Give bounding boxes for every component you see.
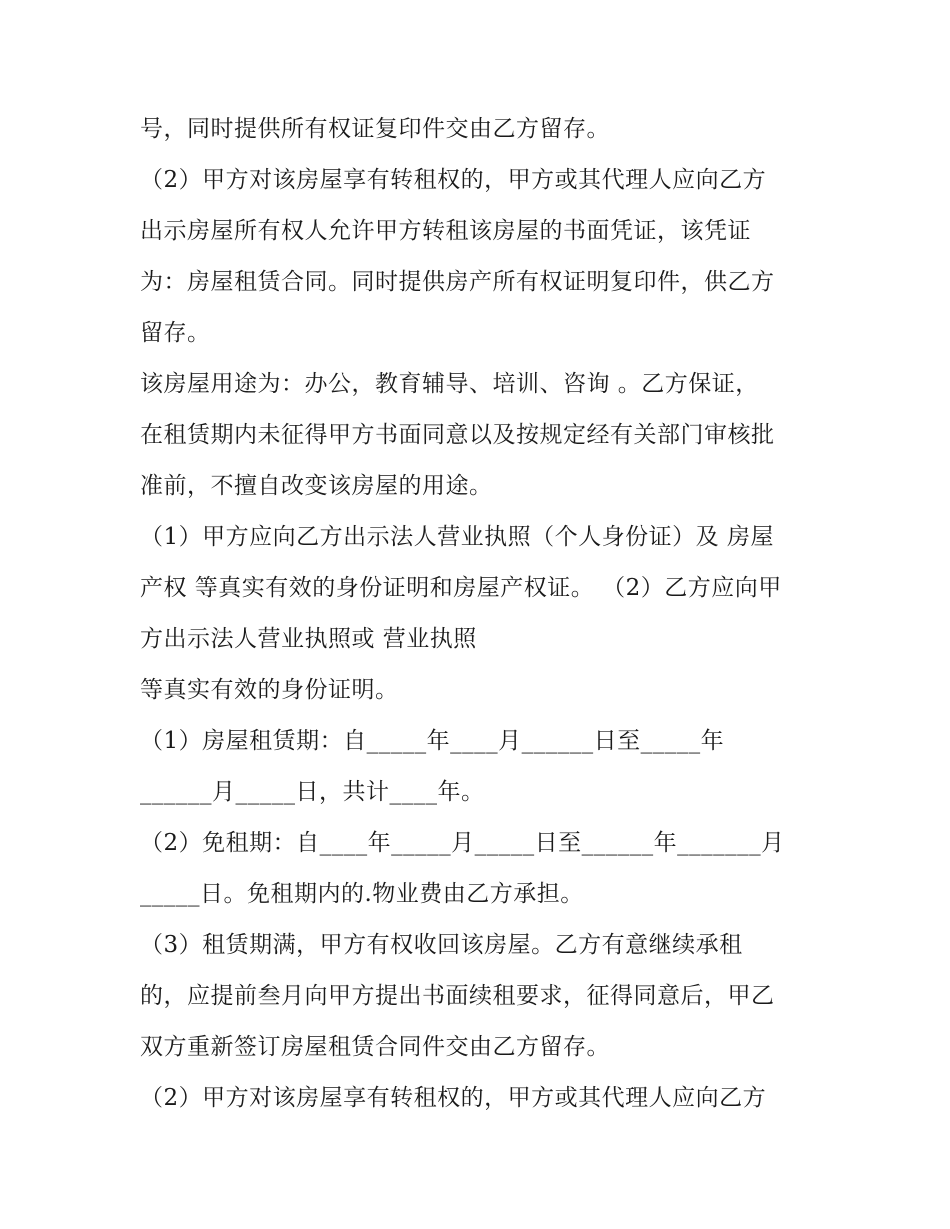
text-line: 为：房屋租赁合同。同时提供房产所有权证明复印件，供乙方: [140, 269, 775, 295]
text-line: 等真实有效的身份证明。: [140, 677, 399, 703]
text-line: 产权 等真实有效的身份证明和房屋产权证。 （2）乙方应向甲: [140, 575, 782, 601]
text-line: 号，同时提供所有权证复印件交由乙方留存。: [140, 116, 610, 142]
text-line: （1）甲方应向乙方出示法人营业执照（个人身份证）及 房屋: [140, 524, 774, 550]
text-line: 在租赁期内未征得甲方书面同意以及按规定经有关部门审核批: [140, 422, 775, 448]
text-line: （2）免租期：自____年_____月_____日至______年_______月: [140, 830, 785, 856]
text-line: 该房屋用途为：办公，教育辅导、培训、咨询 。乙方保证，: [140, 371, 759, 397]
text-line: 的，应提前叁月向甲方提出书面续租要求，征得同意后，甲乙: [140, 983, 775, 1009]
text-line: 双方重新签订房屋租赁合同件交由乙方留存。: [140, 1034, 610, 1060]
text-line: 准前，不擅自改变该房屋的用途。: [140, 473, 493, 499]
text-line: 留存。: [140, 320, 211, 346]
text-line: （2）甲方对该房屋享有转租权的，甲方或其代理人应向乙方: [140, 167, 767, 193]
contract-text: [140, 104, 830, 1124]
text-line: （2）甲方对该房屋享有转租权的，甲方或其代理人应向乙方: [140, 1085, 767, 1111]
text-line: 出示房屋所有权人允许甲方转租该房屋的书面凭证，该凭证: [140, 218, 751, 244]
text-line: 方出示法人营业执照或 营业执照: [140, 626, 477, 652]
text-line: ______月_____日，共计____年。: [140, 779, 485, 805]
text-line: （1）房屋租赁期：自_____年____月______日至_____年: [140, 728, 725, 754]
text-line: （3）租赁期满，甲方有权收回该房屋。乙方有意继续承租: [140, 932, 743, 958]
text-line: _____日。免租期内的.物业费由乙方承担。: [140, 881, 584, 907]
